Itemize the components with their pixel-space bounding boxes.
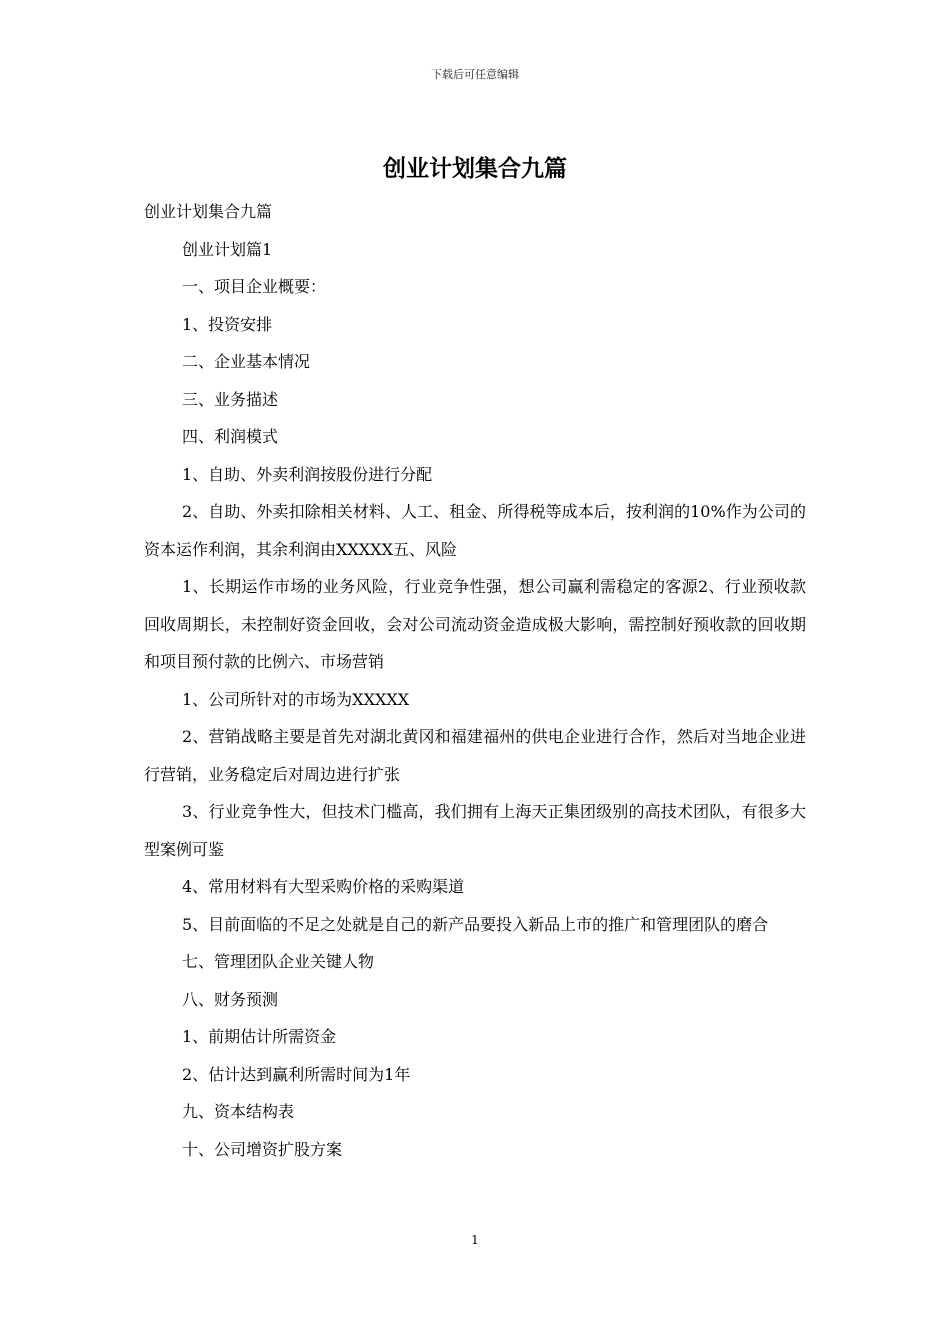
paragraph: 4、常用材料有大型采购价格的采购渠道 <box>182 877 465 896</box>
page-number: 1 <box>471 1233 479 1247</box>
paragraph: 1、公司所针对的市场为XXXXX <box>182 689 410 709</box>
paragraph: 八、财务预测 <box>182 989 279 1009</box>
paragraph: 2、估计达到赢利所需时间为1年 <box>182 1064 411 1084</box>
paragraph: 十、公司增资扩股方案 <box>182 1139 343 1159</box>
paragraph: 四、利润模式 <box>182 427 279 446</box>
paragraph: 创业计划集合九篇 <box>144 202 273 221</box>
paragraph: 九、资本结构表 <box>182 1102 295 1121</box>
paragraph: 创业计划篇1 <box>182 239 273 259</box>
page-header: 下载后可任意编辑 <box>431 68 519 81</box>
paragraph: 1、前期估计所需资金 <box>182 1027 337 1046</box>
paragraph: 一、项目企业概要： <box>182 277 327 296</box>
paragraph: 5、目前面临的不足之处就是自己的新产品要投入新品上市的推广和管理团队的磨合 <box>182 914 769 934</box>
paragraph: 2、自助、外卖扣除相关材料、人工、租金、所得税等成本后，按利润的10%作为公司的资本运作利润，其余利润由XXXXX五、风险 <box>144 502 806 559</box>
document-body <box>144 193 806 1168</box>
paragraph: 七、管理团队企业关键人物 <box>182 952 375 971</box>
paragraph: 三、业务描述 <box>182 389 279 409</box>
paragraph: 二、企业基本情况 <box>182 352 311 371</box>
document-title: 创业计划集合九篇 <box>383 155 567 182</box>
paragraph: 1、自助、外卖利润按股份进行分配 <box>182 464 433 484</box>
paragraph: 1、投资安排 <box>182 314 273 334</box>
paragraph: 3、行业竞争性大，但技术门槛高，我们拥有上海天正集团级别的高技术团队，有很多大型案例可鉴 <box>144 802 806 859</box>
paragraph: 1、长期运作市场的业务风险，行业竞争性强，想公司赢利需稳定的客源2、行业预收款回收周期长，未控制好资金回收，会对公司流动资金造成极大影响，需控制好预收款的回收期和项目预付款的比例六、市场营销 <box>144 577 806 671</box>
paragraph: 2、营销战略主要是首先对湖北黄冈和福建福州的供电企业进行合作，然后对当地企业进行营销，业务稳定后对周边进行扩张 <box>144 727 806 784</box>
